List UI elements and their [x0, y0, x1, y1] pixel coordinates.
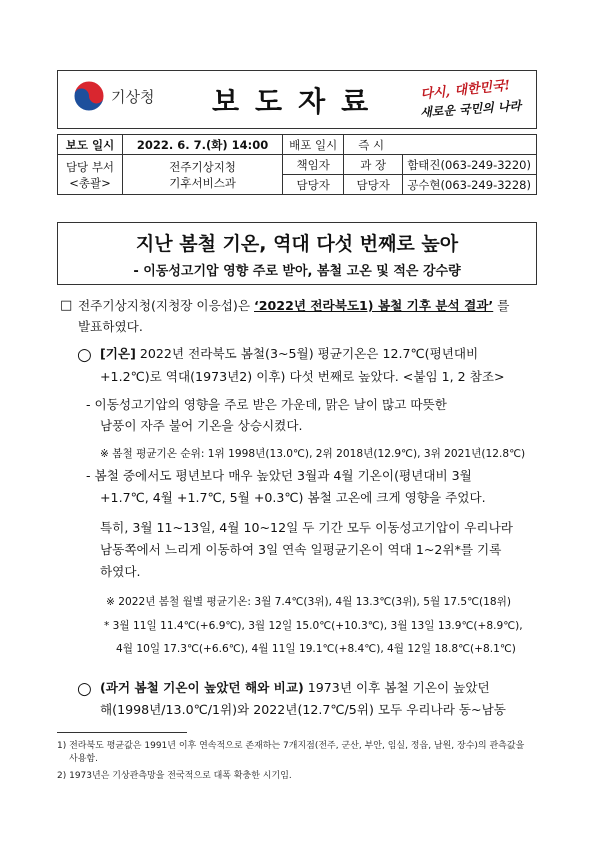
detail-2-line-5: 하였다. — [100, 564, 141, 579]
dept-label-line-1: 담당 부서 — [65, 159, 115, 174]
footnote-1-line-2: 사용함. — [69, 754, 98, 764]
slogan-line-2: 새로운 국민의 나라 — [419, 98, 522, 120]
org-name: 기상청 — [111, 88, 155, 106]
detail-2-line-2: +1.7℃, 4월 +1.7℃, 5월 +0.3℃) 봄철 고온에 크게 영향을 주었다. — [100, 490, 486, 505]
note-daily-temps-2: 4월 10일 17.3℃(+6.6℃), 4월 11일 19.1℃(+8.4℃), 4월 12일 18.8℃(+8.1℃) — [116, 643, 516, 655]
distribution-label: 배포 일시 — [283, 135, 344, 155]
responsible-title: 과 장 — [344, 155, 403, 175]
intro-line-2: 발표하였다. — [78, 319, 143, 334]
circle-bullet-icon: ○ — [77, 679, 92, 699]
temp-line-2: +1.2℃)로 역대(1973년2) 이후) 다섯 번째로 높았다. <붙임 1, 2 참조> — [100, 369, 505, 384]
responsible-label: 책임자 — [283, 155, 344, 175]
temp-text: 2022년 전라북도 봄철(3~5월) 평균기온은 12.7℃(평년대비 — [135, 346, 479, 361]
note-monthly-temps: ※ 2022년 봄철 월별 평균기온: 3월 7.4℃(3위), 4월 13.3℃(3위), 5월 17.5℃(18위) — [106, 596, 512, 608]
footnote-divider — [57, 732, 187, 733]
temp-tag: [기온] — [100, 346, 136, 361]
release-date: 2022. 6. 7.(화) 14:00 — [123, 135, 283, 155]
slogan — [420, 78, 526, 120]
note-daily-temps-1: * 3월 11일 11.4℃(+6.9℃), 3월 12일 15.0℃(+10.3℃), 3월 13일 13.9℃(+8.9℃), — [104, 620, 523, 632]
dept-name — [123, 155, 283, 195]
intro-text-a: 전주기상지청(지청장 이응섭)은 — [78, 298, 254, 313]
note-spring-ranking: ※ 봄철 평균기온 순위: 1위 1998년(13.0℃), 2위 2018년(12.9℃), 3위 2021년(12.8℃) — [100, 448, 526, 460]
compare-tag: (과거 봄철 기온이 높았던 해와 비교) — [100, 680, 304, 695]
square-bullet-icon: □ — [60, 298, 73, 313]
kma-logo-icon — [72, 79, 106, 113]
responsible-contact: 함태진(063-249-3220) — [403, 155, 537, 175]
dept-label-line-2: <총괄> — [69, 175, 111, 190]
detail-2-line-1: - 봄철 중에서도 평년보다 매우 높았던 3월과 4월 기온이(평년대비 3월 — [86, 468, 472, 483]
main-headline: 지난 봄철 기온, 역대 다섯 번째로 높아 — [135, 233, 459, 255]
compare-line-1 — [100, 678, 490, 698]
sub-headline: - 이동성고기압 영향 주로 받아, 봄철 고온 및 적은 강수량 — [133, 264, 461, 279]
release-info-table — [57, 134, 537, 195]
temp-line-1 — [100, 344, 478, 364]
detail-1-line-1: - 이동성고기압의 영향을 주로 받은 가운데, 맑은 날이 많고 따뜻한 — [86, 397, 447, 412]
detail-2-line-3: 특히, 3월 11~13일, 4월 10~12일 두 기간 모두 이동성고기압이 우리나라 — [100, 520, 513, 535]
slogan-line-1: 다시, 대한민국! — [419, 78, 511, 103]
staff-title: 담당자 — [344, 175, 403, 195]
doc-title: 보도자료 — [212, 85, 385, 118]
release-label: 보도 일시 — [58, 135, 123, 155]
intro-text-c: 를 — [493, 298, 510, 313]
staff-label: 담당자 — [283, 175, 344, 195]
footnote-2: 2) 1973년은 기상관측망을 전국적으로 대폭 확충한 시기임. — [57, 771, 292, 781]
intro-report-title: ‘2022년 전라북도1) 봄철 기후 분석 결과’ — [254, 298, 494, 313]
compare-line-2: 해(1998년/13.0℃/1위)와 2022년(12.7℃/5위) 모두 우리나라 동~남동 — [100, 702, 506, 717]
intro-line-1 — [78, 296, 509, 316]
staff-contact: 공수현(063-249-3228) — [403, 175, 537, 195]
detail-1-line-2: 남풍이 자주 불어 기온을 상승시켰다. — [100, 418, 303, 433]
dept-label — [58, 155, 123, 195]
distribution-value: 즉 시 — [344, 135, 537, 155]
detail-2-line-4: 남동쪽에서 느리게 이동하여 3일 연속 일평균기온이 역대 1~2위*를 기록 — [100, 542, 502, 557]
circle-bullet-icon: ○ — [77, 345, 92, 365]
compare-text: 1973년 이후 봄철 기온이 높았던 — [303, 680, 490, 695]
footnote-1-line-1: 1) 전라북도 평균값은 1991년 이후 연속적으로 존재하는 7개지점(전주, 군산, 부안, 임실, 정읍, 남원, 장수)의 관측값을 — [57, 741, 525, 751]
dept-name-line-2: 기후서비스과 — [169, 175, 236, 190]
dept-name-line-1: 전주기상지청 — [169, 159, 236, 174]
